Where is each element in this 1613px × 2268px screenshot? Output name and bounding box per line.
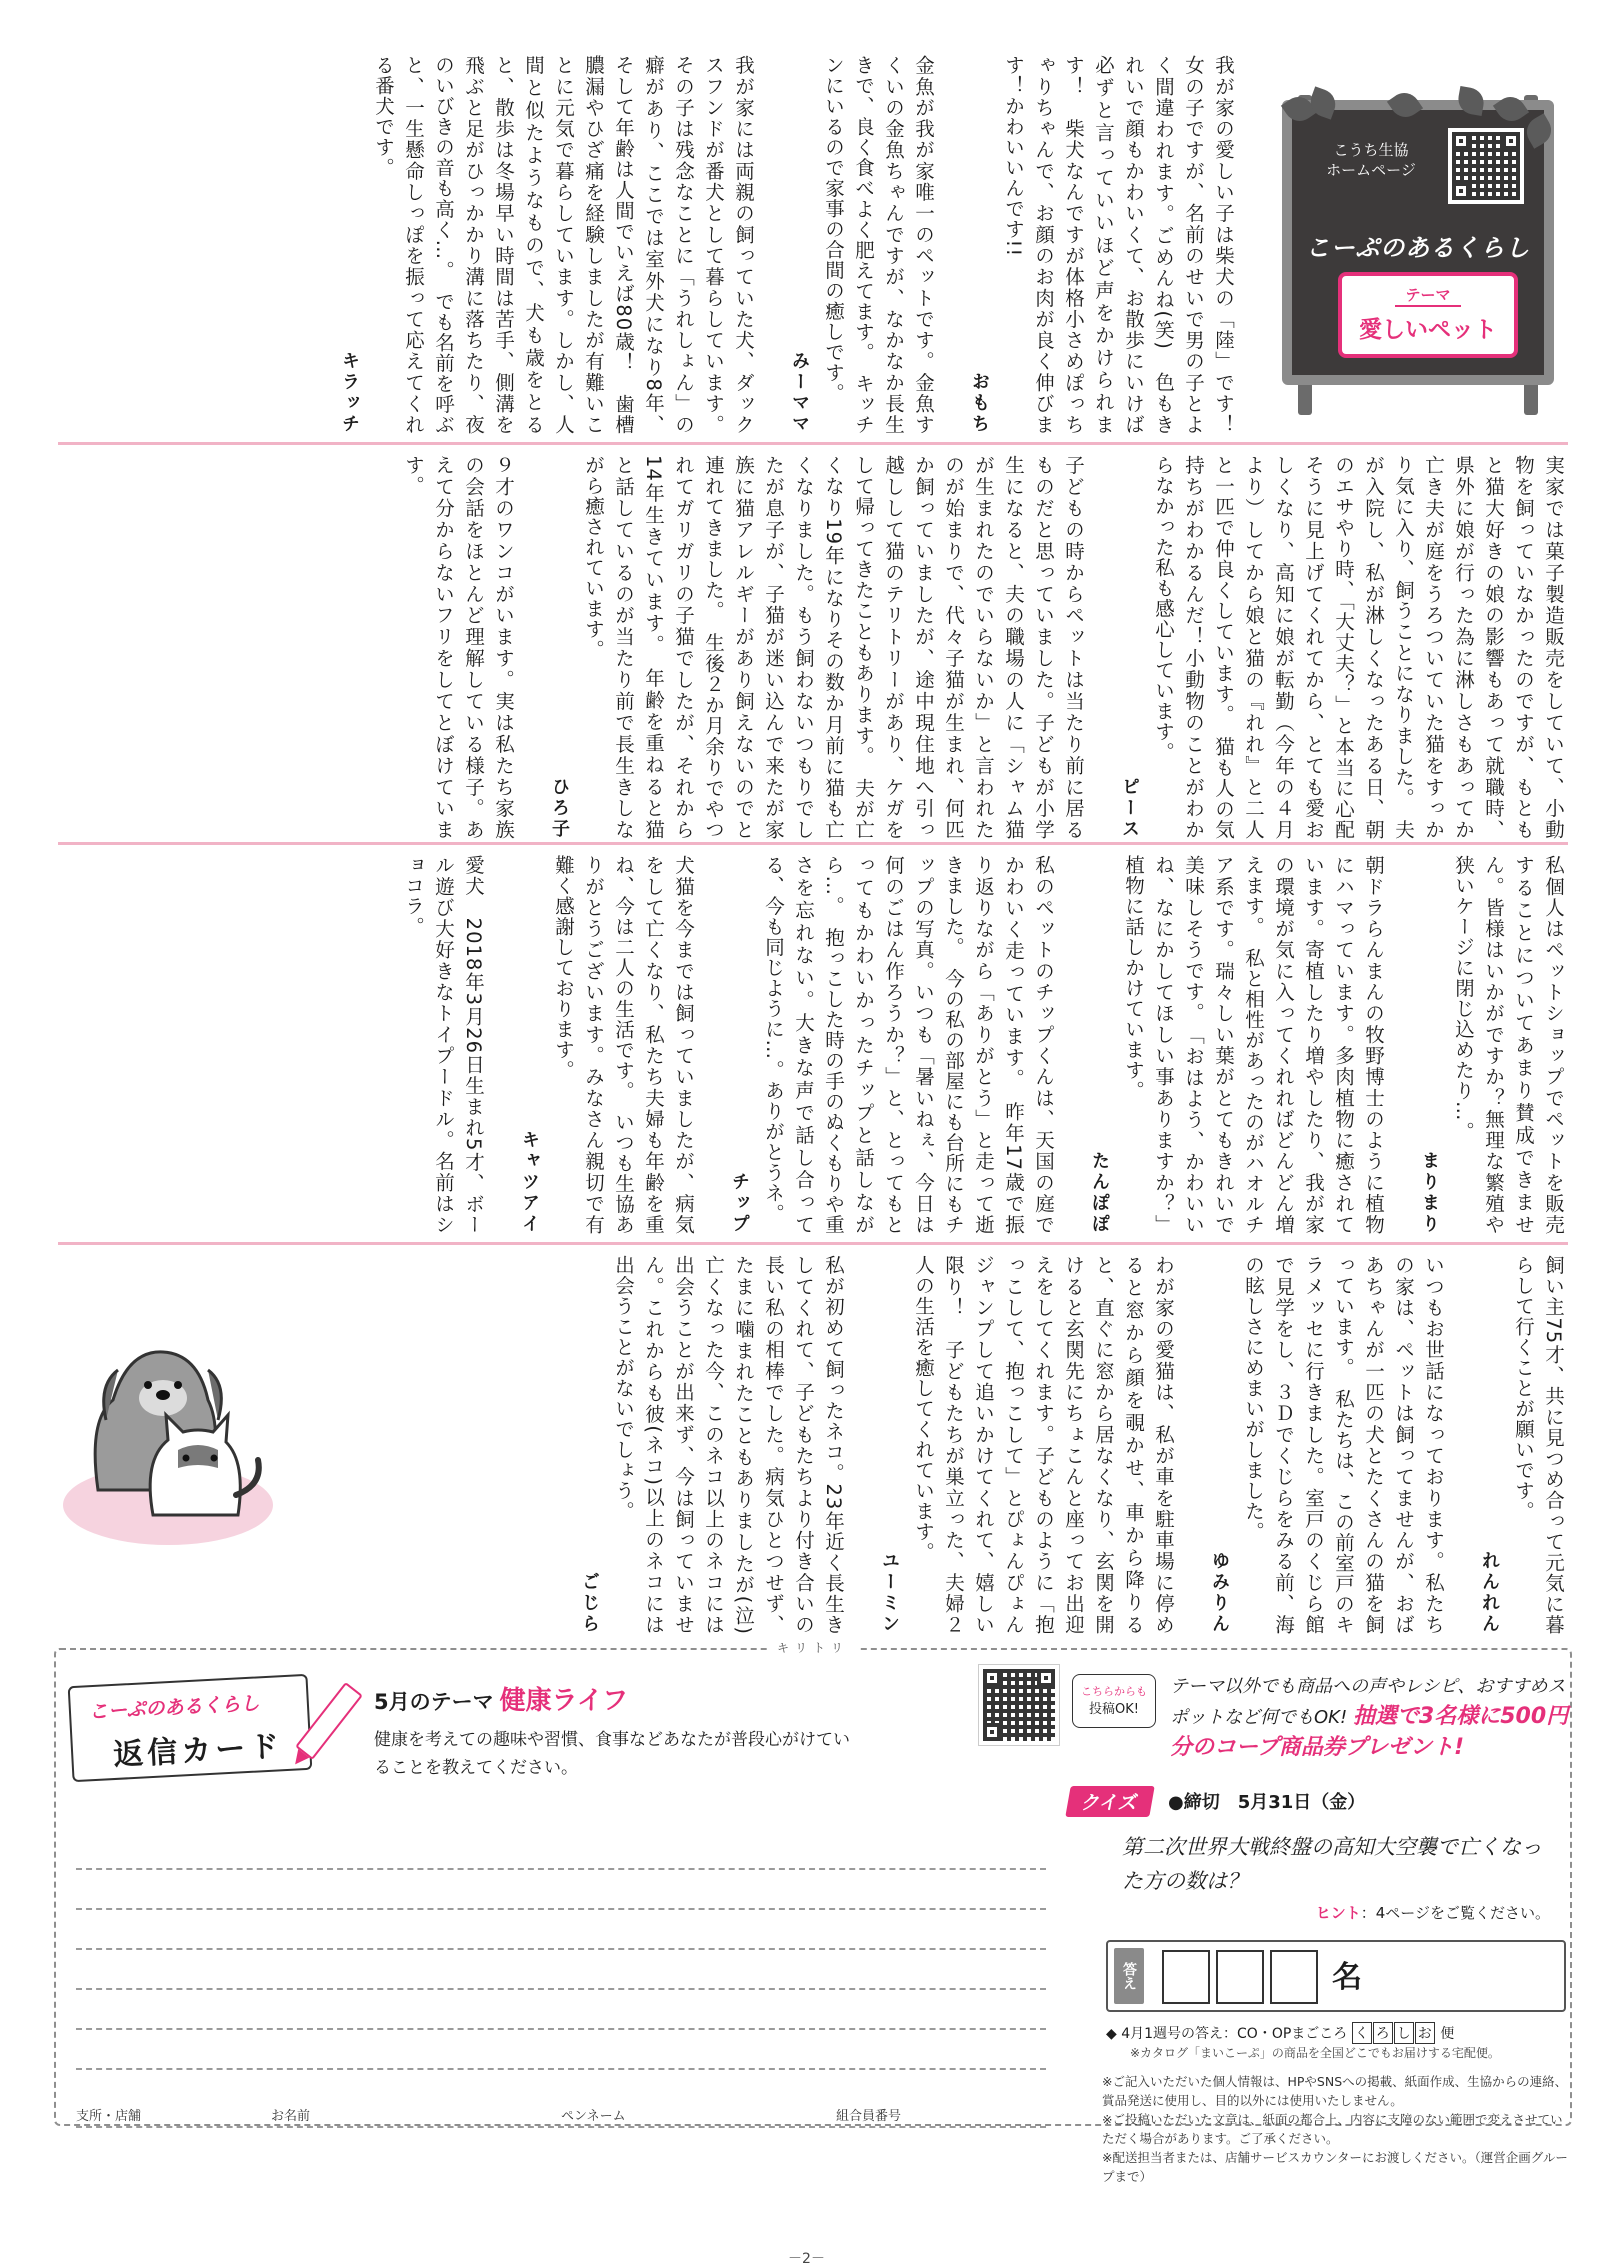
field-penname-label: ペンネーム [561,2109,626,2124]
reader-letter [1084,855,1388,1235]
letter-signature: みーママ [789,351,810,435]
promo-body: テーマ以外でも商品への声やレシピ、おすすめスポットなど何でもOK! [1170,1676,1566,1728]
promo-text [1170,1672,1570,1764]
letter-signature: れんれん [1479,1551,1500,1635]
writing-line[interactable] [76,1990,1046,2030]
theme-value: 愛しいペット [1359,317,1497,343]
letter-body: 子どもの時からペットは当たり前に居るものだと思っていました。子どもが小学生になると、夫の職場の人に「シャム猫が生まれたのでいらないか」と言われたのが始まりで、代々子猫が生まれ、何匹か飼っていましたが、途中現住地へ引っ越しして猫のテリトリーがあり、ケガをして帰ってきたこともあります。 夫が亡くなり19年になりその数か月前に猫も亡くなりました。もう飼わないつもりでしたが息子が、子猫が迷い込んで来たが家族に猫アレルギーがあり飼えないのでと連れてきました。 生後２か月余りでやつれてガリガリの子猫でしたが、それから14年生きています。 年齢を重ねると猫と話しているのが当たり前で長生きしながら癒されています。 [582,455,1085,840]
ivy-leaf-icon [1387,87,1423,123]
signboard-org: こうち生協 ホームページ [1326,141,1416,179]
qr-note-line2: 投稿OK! [1089,1702,1139,1717]
letter-body: 愛犬 2018年3月26日生まれ5才、ボール遊び大好きなトイプードル。名前はショコラ。 [402,855,485,1235]
badge-subtitle: こーぷのあるくらし [88,1692,261,1724]
letter-body: 犬猫を今までは飼っていましたが、病気をして亡くなり、私たち夫婦も年齢を重ね、今は二人の生活です。 いつも生協ありがとうございます。みなさん親切で有難く感謝しております。 [552,855,695,1235]
member-fields-line[interactable] [76,2126,1046,2128]
answer-label: 答え [1114,1948,1144,2004]
prev-answer-char: ろ [1373,2022,1393,2044]
section-divider [58,442,1568,445]
theme-value: 健康ライフ [499,1686,629,1716]
writing-line[interactable] [76,2030,1046,2070]
previous-answer-note: ※カタログ「まいこーぷ」の商品を全国どこでもお届けする宅配便。 [1130,2046,1500,2060]
reader-letter [1204,1255,1448,1635]
homepage-qr-code[interactable] [1448,128,1524,204]
letters-row-3 [58,855,1568,1235]
letter-signature: ごじら [579,1572,600,1635]
card-theme [374,1680,628,1717]
reader-letter [784,55,938,435]
letter-signature: チップ [729,1172,750,1235]
letter-body: 飼い主75才、共に見つめ合って元気に暮らして行くことが願いです。 [1512,1255,1565,1635]
letters-container [58,455,1568,840]
quiz-deadline: ●締切 5月31日（金） [1168,1792,1366,1813]
letter-body: 私が初めて飼ったネコ。23年近く長生きしてくれて、子どもたちより付き合いの長い私の相棒でした。病気ひとつせず、たまに噛まれたこともありましたが(泣) 亡くなった今、このネコ以上のネコには出会うことが出来ず、今は飼っていません。これからも彼(ネコ)以上のネコには出会うことがないでしょう。 [612,1255,845,1656]
letter-signature: たんぽぽ [1089,1151,1110,1235]
prev-answer-label: ◆ 4月1週号の答え：CO・OPまごころ [1106,2026,1348,2042]
prev-answer-suffix: 便 [1440,2026,1455,2042]
qr-finder [983,1723,1001,1741]
answer-digit-field[interactable] [1162,1950,1210,2004]
reader-letter [394,855,488,1235]
letter-signature: キャツアイ [519,1130,540,1235]
signboard [1268,55,1568,435]
letters-container [58,855,1568,1235]
writing-line[interactable] [76,1870,1046,1910]
letter-signature: まりまり [1419,1151,1440,1235]
section-divider [58,1242,1568,1245]
letter-signature: おもち [969,372,990,435]
page-number: －2－ [788,2251,825,2267]
letter-body: 私のペットのチップくんは、天国の庭でかわいく走っています。 昨年17歳で振り返りながら「ありがとう」と走って逝きました。 今の私の部屋にも台所にもチップの写真。いつも「暑いねぇ、今日は何のごはん作ろうか？」と、とってもとってもかわいかったチップと話しながら…。 抱っこした時の手のぬくもりや重さを忘れない。大きな声で話し合ってる、今も同じように…。ありがとうネ。 [762,855,1055,1235]
reader-letter [724,855,1058,1235]
answer-digit-field[interactable] [1216,1950,1264,2004]
theme-label: テーマ [1395,284,1460,307]
letters-row-1 [58,55,1568,435]
letter-body: いつもお世話になっております。私たちの家は、ペットは飼ってませんが、おばあちゃんが一匹の犬とたくさんの猫を飼っています。 私たちは、この前室戸のキラメッセに行きました。室戸のくじら館で見学をし、３Ｄでくじらをみる前、海の眩しさにめまいがしました。 [1242,1255,1445,1635]
qr-pattern [1452,132,1520,200]
theme-description: 健康を考えての趣味や習慣、食事などあなたが普段心がけていることを教えてください。 [374,1730,850,1778]
promo-highlight: 抽選で3名様に500円分のコープ商品券プレゼント! [1170,1704,1569,1760]
reply-card-badge [68,1674,313,1782]
qr-finder [1502,132,1520,150]
privacy-notice: ※ご記入いただいた個人情報は、HPやSNSへの掲載、紙面作成、生協からの連絡、賞品発送に使用し、目的以外には使用いたしません。 ※ご投稿いただいた文章は、紙面の都合上、内容に支障のない範囲で変えさせていただく場合があります。ご了承ください。 ※配送担当者または、店舗サービスカウンターにお渡しください。（運営企画グループまで） [1102,2074,1568,2184]
signboard-board [1282,100,1554,385]
qr-note [1072,1674,1156,1728]
theme-prefix: 5月のテーマ [374,1690,494,1714]
previous-answer [1106,2022,1454,2044]
hint-label: ヒント [1315,1904,1361,1922]
cut-line-label: キリトリ [767,1639,859,1656]
qr-finder [1037,1669,1055,1687]
letter-body: 実家では菓子製造販売をしていて、小動物を飼っていなかったのですが、もともと猫大好きの娘の影響もあって就職時、県外に娘が行った為に淋しさもあってか亡き夫が庭をうろついていた猫をすっかり気に入り、飼うことになりました。 夫が入院し、私が淋しくなったある日、朝のエサやり時、「大丈夫？」と本当に心配そうに見上げてくれてから、とても愛おしくなり、高知に娘が転勤（今年の４月より）してから娘と猫の『れれ』と二人と一匹で仲良くしています。 猫も人の気持ちがわかるんだ！小動物のことがわからなかった私も感心しています。 [1152,455,1565,840]
prev-answer-char: く [1352,2022,1372,2044]
reader-letter [1414,855,1568,1235]
field-member-number-label: 組合員番号 [836,2109,902,2124]
writing-line[interactable] [76,1950,1046,1990]
letter-signature: ピース [1119,777,1140,840]
letter-body: 私個人はペットショップでペットを販売することについてあまり賛成できません。皆様はいかがですか？無理な繁殖や狭いケージに閉じ込めたり…。 [1452,855,1565,1235]
letter-body: ９才のワンコがいます。実は私たち家族の会話をほとんど理解している様子。あえて分からないフリをしてとぼけています。 [402,455,515,840]
writing-line[interactable] [76,1830,1046,1870]
letters-row-2 [58,455,1568,840]
qr-finder [983,1669,1001,1687]
quiz-hint [1316,1902,1550,1923]
letter-body: 朝ドラらんまんの牧野博士のように植物にハマっています。多肉植物に癒されています。寄植したり増やしたり、我が家の環境が気に入ってくれればどんどん増えます。 私と相性があったのがハオルチア系です。瑞々しい葉がとてもきれいで美味しそうです。 「おはよう、かわいいね、なにかしてほしい事ありますか？」植物に話しかけています。 [1122,855,1385,1235]
reader-letter [964,55,1238,435]
ivy-leaf-icon [1456,86,1486,116]
answer-box [1106,1940,1566,2012]
signboard-title: こーぷのあるくらし [1305,234,1531,262]
reader-letter [514,855,698,1235]
qr-finder [1452,132,1470,150]
reader-letter [334,55,758,435]
letter-signature: ユーミン [879,1551,900,1635]
qr-pattern [983,1669,1055,1741]
reader-letter [874,1255,1178,1635]
hint-text: ：4ページをご覧ください。 [1360,1904,1550,1922]
writing-line[interactable] [76,1910,1046,1950]
reader-letter [544,455,1088,840]
quiz-question-text: 第二次世界大戦終盤の高知大空襲で亡くなった方の数は？ [1122,1835,1542,1893]
section-divider [58,842,1568,845]
reply-card [54,1641,1572,2184]
ivy-leaf-icon [1521,113,1557,149]
badge-title: 返信カード [112,1729,285,1774]
signboard-theme-box [1338,272,1518,358]
prev-answer-char: お [1415,2022,1435,2044]
qr-note-line1: こちらからも [1081,1685,1147,1698]
quiz-question [1122,1830,1542,1898]
reader-letter [394,455,518,840]
letter-body: 我が家の愛しい子は柴犬の「陸」です！女の子ですが、名前のせいで男の子とよく間違われます。ごめんね(笑) 色もきれいで顔もかわいくて、お散歩にいけば必ずと言っていいほど声をかけられます！ 柴犬なんですが体格小さめぽっちゃりちゃんで、お顔のお肉が良く伸びます！かわいいんです!! [1002,55,1235,435]
reader-letter [1474,1255,1568,1635]
letter-body: 金魚が我が家唯一のペットです。金魚すくいの金魚ちゃんですが、なかなか長生きで、良く食べよく肥えてます。 キッチンにいるので家事の合間の癒しです。 [822,55,935,435]
letter-body: わが家の愛猫は、私が車を駐車場に停めると窓から顔を覗かせ、車から降りると、直ぐに窓から居なくなり、玄関を開けると玄関先にちょこんと座ってお出迎えをしてくれます。子どものように「抱っこして、抱っこして」とぴょんぴょんジャンプして追いかけてくれて、嬉しい限り！ 子どもたちが巣立った、夫婦２人の生活を癒してくれています。 [912,1255,1175,1635]
answer-unit: 名 [1332,1960,1362,1995]
letter-signature: ひろ子 [549,777,570,840]
qr-finder [1452,182,1470,200]
reader-letter [1114,455,1568,840]
letters-container [58,55,1238,435]
answer-digit-field[interactable] [1270,1950,1318,2004]
writing-area[interactable] [76,1830,1046,2070]
letter-body: 我が家には両親の飼っていた犬、ダックスフンドが番犬として暮らしています。その子は残念なことに「うれしょん」の癖があり、ここでは室外犬になり8年、そして年齢は人間でいえば80歳！ 歯槽膿漏やひざ痛を経験しましたが有難いことに元気で暮らしています。しかし、人間と似たようなもので、犬も歳をとると、散歩は冬場早い時間は苦手、側溝を飛ぶと足がひっかかり溝に落ちたり、夜のいびきの音も高く…。 でも名前を呼ぶと、一生懸命しっぽを振って応えてくれる番犬です。 [372,55,755,435]
field-name-label: お名前 [271,2109,311,2124]
quiz-tag: クイズ [1065,1786,1154,1817]
dog-and-cat-illustration [58,1290,278,1550]
prev-answer-char: し [1394,2022,1414,2044]
letter-signature: ゆみりん [1209,1551,1230,1635]
post-qr-code[interactable] [978,1664,1060,1746]
letter-signature: キラッチ [339,351,360,435]
field-branch-label: 支所・店舗 [76,2109,142,2124]
